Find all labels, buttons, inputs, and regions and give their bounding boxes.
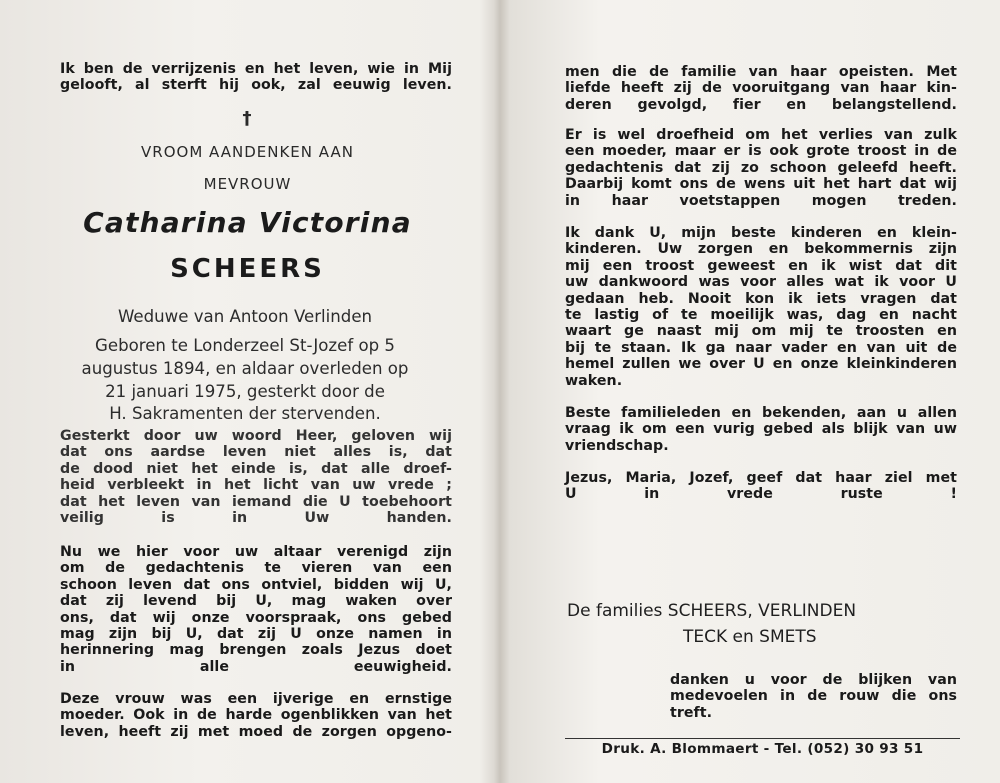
prayer-paragraph: Gesterkt door uw woord Heer, geloven wij dat ons aardse leven niet alles is, dat de dood niet het einde is, dat alle droef- heid verbleekt in het licht van uw vrede ; dat het leven van iemand die U toebehoort veilig is in Uw handen. — [60, 428, 452, 527]
families-line: TECK en SMETS — [683, 627, 817, 647]
mother-paragraph: Deze vrouw was een ijverige en ernstige moeder. Ook in de harde ogenblikken van het leven, heeft zij met moed de zorgen opgeno- — [60, 691, 452, 740]
families-signature — [567, 598, 927, 650]
family-request-paragraph: Beste familieleden en bekenden, aan u allen vraag ik om een vurig gebed als blijk van uw vriendschap. — [565, 405, 957, 454]
biography-line: 21 januari 1975, gesterkt door de — [105, 382, 385, 401]
verse-line: gelooft, al sterft hij ook, zal eeuwig leven. — [60, 77, 452, 94]
thanks-children-paragraph: Ik dank U, mijn beste kinderen en klein- kinderen. Uw zorgen en bekommernis zijn mij een troost geweest en ik wist dat dit uw dankwoord was voor alles wat ik voor U gedaan heb. Nooit kon ik iets vragen dat te lastig of te moeilijk was, dag en nacht waart ge naast mij om mij te troosten en bij te staan. Ik ga naar vader en van uit de hemel zullen we over U en onze kleinkinderen waken. — [565, 225, 957, 389]
left-page — [0, 0, 495, 783]
deceased-surname: SCHEERS — [170, 254, 325, 284]
invocation-paragraph: Jezus, Maria, Jozef, geef dat haar ziel met U in vrede ruste ! — [565, 470, 957, 503]
verse-line: Ik ben de verrijzenis en het leven, wie in Mij — [60, 61, 452, 77]
right-page — [505, 0, 1000, 783]
altar-paragraph: Nu we hier voor uw altaar verenigd zijn om de gedachtenis te vieren van een schoon leven dat ons ontviel, bidden wij U, dat zij levend bij U, mag waken over ons, dat wij onze voorspraak, ons gebed mag zijn bij U, dat zij U onze namen in herinnering mag brengen zoals Jezus doet in alle eeuwigheid. — [60, 544, 452, 675]
divider-line — [565, 738, 960, 739]
memorial-header: VROOM AANDENKEN AAN — [141, 143, 354, 161]
deceased-first-names: Catharina Victorina — [83, 206, 412, 239]
families-thanks-paragraph: danken u voor de blijken van medevoelen in de rouw die ons treft. — [670, 672, 957, 721]
grief-paragraph: Er is wel droefheid om het verlies van zulk een moeder, maar er is ook grote troost in de gedachtenis dat zij zo schoon geleefd heeft. Daarbij komt ons de wens uit het hart dat wij in haar voetstappen mogen treden. — [565, 127, 957, 209]
printer-credit: Druk. A. Blommaert - Tel. (052) 30 93 51 — [601, 741, 924, 757]
title-mevrouw: MEVROUW — [203, 175, 292, 193]
biography-line: Weduwe van Antoon Verlinden — [117, 307, 373, 326]
bible-verse — [60, 61, 452, 94]
biography-line: Geboren te Londerzeel St-Jozef op 5 — [95, 336, 395, 355]
cross-symbol: † — [242, 108, 253, 129]
biography-line: H. Sakramenten der stervenden. — [109, 404, 381, 423]
continuation-paragraph: men die de familie van haar opeisten. Met liefde heeft zij de vooruitgang van haar kin- deren gevolgd, fier en belangstellend. — [565, 64, 957, 113]
biography-line: augustus 1894, en aldaar overleden op — [81, 359, 409, 378]
families-line: De families SCHEERS, VERLINDEN — [567, 601, 857, 621]
